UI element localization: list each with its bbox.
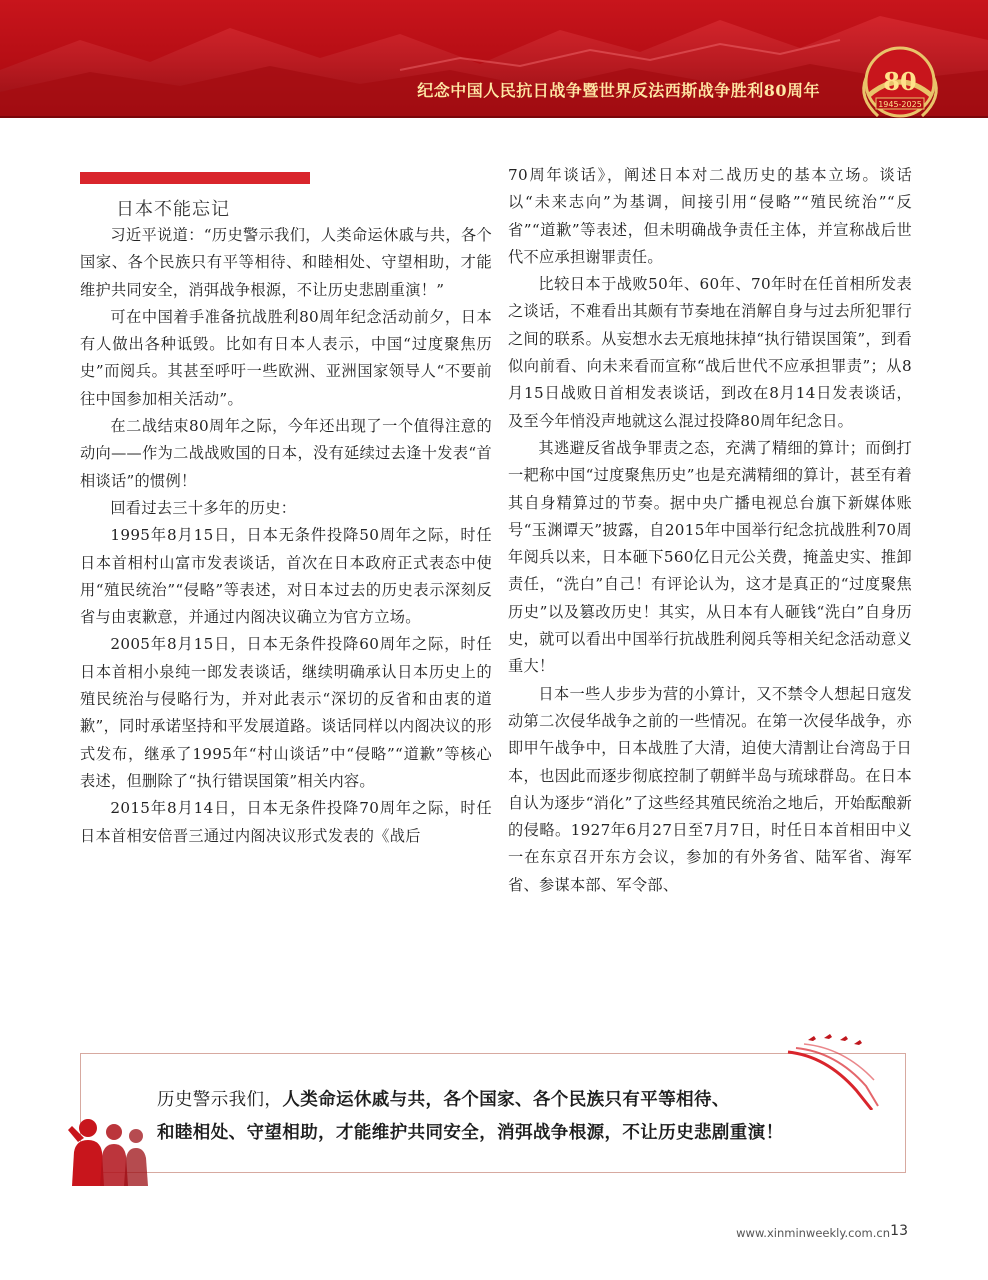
section-title-bar [80, 172, 310, 184]
paragraph: 比较日本于战败50年、60年、70年时在任首相所发表之谈话，不难看出其颇有节奏地在消解自身与过去所犯罪行之间的联系。从妄想水去无痕地抹掉“执行错误国策”，到看似向前看、向未来看而宣称“战后世代不应承担罪责”；从8月15日战败日首相发表谈话，到改在8月14日发表谈话，及至今年悄没声地就这么混过投降80周年纪念日。 [508, 275, 912, 430]
pull-quote-box [80, 1053, 906, 1173]
page-number: 13 [890, 1223, 908, 1239]
section-title: 日本不能忘记 [116, 199, 230, 220]
paragraph: 在二战结束80周年之际，今年还出现了一个值得注意的动向——作为二战战败国的日本，没有延续过去逢十发表“首相谈话”的惯例！ [80, 417, 492, 490]
pull-quote-bold-1: 人类命运休戚与共，各个国家、各个民族只有平等相待、 [282, 1090, 730, 1110]
anniversary-emblem-icon [848, 38, 952, 118]
paragraph: 2015年8月14日，日本无条件投降70周年之际，时任日本首相安倍晋三通过内阁决议形式发表的《战后 [80, 799, 492, 845]
saluting-soldiers-icon [62, 1112, 158, 1186]
paragraph: 习近平说道：“历史警示我们，人类命运休戚与共，各个国家、各个民族只有平等相待、和睦相处、守望相助，才能维护共同安全，消弭战争根源，不让历史悲剧重演！” [80, 226, 492, 299]
banner-title: 纪念中国人民抗日战争暨世界反法西斯战争胜利80周年 [417, 81, 820, 100]
emblem-number: 80 [883, 67, 917, 96]
pull-quote-plain: 历史警示我们， [157, 1090, 283, 1110]
paragraph: 日本一些人步步为营的小算计，又不禁令人想起日寇发动第二次侵华战争之前的一些情况。在第一次侵华战争，亦即甲午战争中，日本战胜了大清，迫使大清割让台湾岛于日本，也因此而逐步彻底控制了朝鲜半岛与琉球群岛。在日本自认为逐步“消化”了这些经其殖民统治之地后，开始酝酿新的侵略。1927年6月27日至7月7日，时任日本首相田中义一在东京召开东方会议，参加的有外务省、陆军省、海军省、参谋本部、军令部、 [508, 684, 912, 894]
pull-quote-bold-2: 和睦相处、守望相助，才能维护共同安全，消弭战争根源，不让历史悲剧重演！ [157, 1123, 784, 1143]
paragraph: 其逃避反省战争罪责之态，充满了精细的算计；而倒打一耙称中国“过度聚焦历史”也是充满精细的算计，甚至有着其自身精算过的节奏。据中央广播电视总台旗下新媒体账号“玉渊谭天”披露，自2015年中国举行纪念抗战胜利70周年阅兵以来，日本砸下560亿日元公关费，掩盖史实、推卸责任，“洗白”自己！有评论认为，这才是真正的“过度聚焦历史”以及篡改历史！其实，从日本有人砸钱“洗白”自身历史，就可以看出中国举行抗战胜利阅兵等相关纪念活动意义重大！ [508, 438, 912, 676]
paragraph: 1995年8月15日，日本无条件投降50周年之际，时任日本首相村山富市发表谈话，首次在日本政府正式表态中使用“殖民统治”“侵略”等表述，对日本过去的历史表示深刻反省与由衷歉意，并通过内阁决议确立为官方立场。 [80, 526, 492, 627]
header-banner [0, 0, 988, 118]
footer-website-url: www.xinminweekly.com.cn [736, 1226, 890, 1240]
paragraph: 2005年8月15日，日本无条件投降60周年之际，时任日本首相小泉纯一郎发表谈话，继续明确承认日本历史上的殖民统治与侵略行为，并对此表示“深切的反省和由衷的道歉”，同时承诺坚持和平发展道路。谈话同样以内阁决议的形式发布，继承了1995年“村山谈话”中“侵略”“道歉”等核心表述，但删除了“执行错误国策”相关内容。 [80, 635, 492, 790]
pull-quote-text [157, 1084, 857, 1150]
paragraph: 可在中国着手准备抗战胜利80周年纪念活动前夕，日本有人做出各种诋毁。比如有日本人表示，中国“过度聚焦历史”而阅兵。其甚至呼吁一些欧洲、亚洲国家领导人“不要前往中国参加相关活动”。 [80, 307, 492, 408]
jet-formation-icon [786, 1030, 882, 1110]
article-left-column [80, 162, 492, 850]
paragraph: 回看过去三十多年的历史： [110, 498, 297, 517]
article-right-column [508, 162, 912, 899]
emblem-years: 1945-2025 [878, 100, 922, 109]
paragraph: 70周年谈话》，阐述日本对二战历史的基本立场。谈话以“未来志向”为基调，间接引用“侵略”“殖民统治”“反省”“道歉”等表述，但未明确战争责任主体，并宣称战后世代不应承担谢罪责任。 [508, 166, 912, 266]
